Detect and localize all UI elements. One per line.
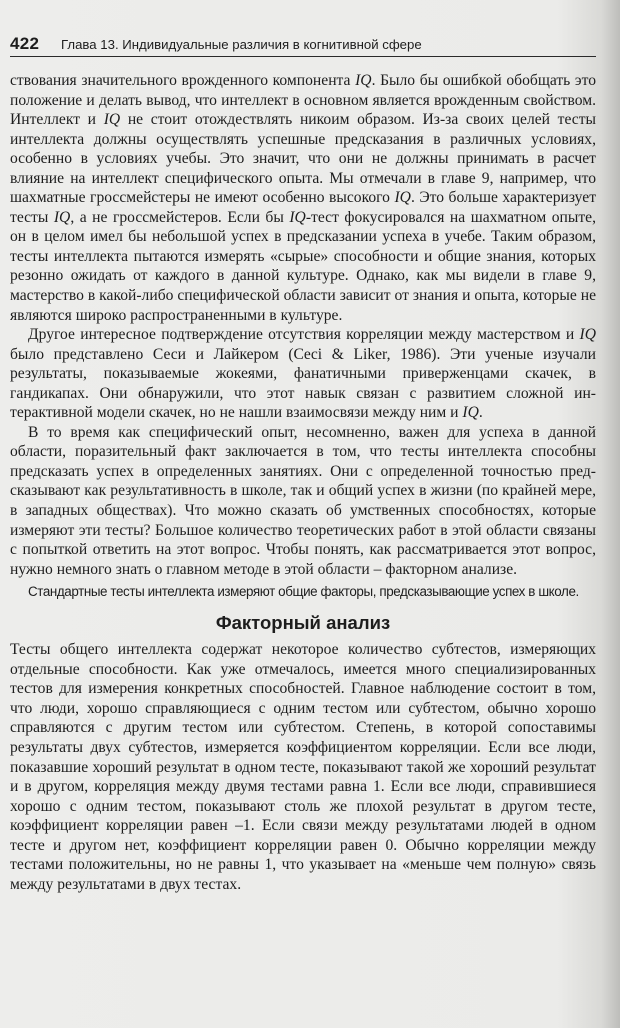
text-run: -тест фокусировался на шахматном опыте, он в целом имел бы небольшой успех в предсказании успеха в учебе. Таким образом, тесты интеллекта пытаются измерять «сырые» способности и общие знания, которых резонно ожидать от каждого в данной культуре. Однако, как мы видели в главе 9, мастерство в какой-либо специфической области зависит от знания и опыта, которые не являются широко распространенными в культуре. [10, 208, 596, 324]
italic-term: IQ [289, 208, 306, 226]
italic-term: IQ [103, 111, 121, 129]
text-run: . [478, 404, 483, 422]
italic-term: IQ [462, 404, 479, 422]
paragraph [10, 640, 596, 894]
text-run: Другое интересное подтверждение отсутствия корреляции между мастерством и [28, 326, 580, 344]
text-run: . Было бы ошибкой обобщать это положение и делать вывод, что интеллект в основном является врожденным свойством. Интеллект и [10, 72, 596, 129]
italic-term: IQ [394, 189, 411, 207]
margin-summary: Стандартные тесты интеллекта измеряют общие факторы, предсказывающие успех в школе. [28, 584, 579, 600]
page-number: 422 [10, 34, 40, 53]
text-run: не стоит отождествлять никоим образом. Из-за своих целей тесты интеллекта должны осуществлять успешные предсказания в различных условиях, особенно в условиях учебы. Это значит, что они не должны принимать в расчет влияние на интеллект специфического опыта. Мы отмечали в главе 9, например, что шахматные гроссмейстеры не имеют особенно высокого [10, 111, 596, 207]
text-run: . Это больше характеризует тесты [10, 189, 597, 226]
paragraph [10, 71, 596, 325]
running-header [10, 32, 596, 57]
section-heading: Факторный анализ [215, 612, 391, 634]
chapter-title: Глава 13. Индивидуальные различия в когнитивной сфере [61, 37, 422, 52]
italic-term: IQ [579, 326, 596, 344]
italic-term: IQ [355, 72, 372, 89]
text-run: В то время как специфический опыт, несомненно, важен для успеха в данной области, поразительный факт заключается в том, что тесты интеллекта способны предсказать успех в определенных занятиях. Они с определенной точностью предсказывают как результативность в школе, так и общий успех в жизни (по крайней мере, в западных обществах). Что можно сказать об умственных способностях, которые измеряют эти тесты? Большое количество теоретических работ в этой области связаны с попыткой ответить на этот вопрос. Чтобы понять, как рассматривается этот вопрос, нужно немного знать о главном методе в этой области – факторном анализе. [10, 423, 596, 578]
italic-term: IQ [53, 208, 71, 226]
page-body [10, 71, 596, 894]
text-run: ствования значительного врожденного компонента [10, 72, 356, 89]
text-run: было представлено Сеси и Лайкером (Ceci & Liker, 1986). Эти ученые изучали результаты, показываемые жокеями, фанатичными приверженцами скачек, в гандикапах. Они обнаружили, что этот навык связан с развитием сложной интерактивной модели скачек, но не нашли взаимосвязи между ним и [10, 345, 596, 422]
paragraph [10, 325, 596, 423]
text-run: Тесты общего интеллекта содержат некоторое количество субтестов, измеряющих отдельные способности. Как уже отмечалось, имеется много специализированных тестов для измерения конкретных способностей. Главное наблюдение состоит в том, что люди, хорошо справляющиеся с одним тестом или субтестом, обычно хорошо справляются с другим тестом или субтестом. Степень, в которой сопоставимы результаты двух субтестов, измеряется коэффициентом корреляции. Если все люди, показавшие хороший результат в одном тесте, показывают такой же хороший результат и в другом, корреляция между двумя тестами равна 1. Если все люди, справившиеся хорошо с одним тестом, показывают столь же плохой результат в другом тесте, коэффициент корреляции равен –1. Если связи между результатами людей в одном тесте и другом нет, коэффициент корреляции равен 0. Обычно корреляции между тестами положительны, но не равны 1, что указывает на «меньше чем полную» связь между результатами в двух тестах. [10, 641, 596, 893]
text-run: , а не гроссмейстеров. Если бы [70, 208, 290, 226]
paragraph [10, 423, 596, 579]
